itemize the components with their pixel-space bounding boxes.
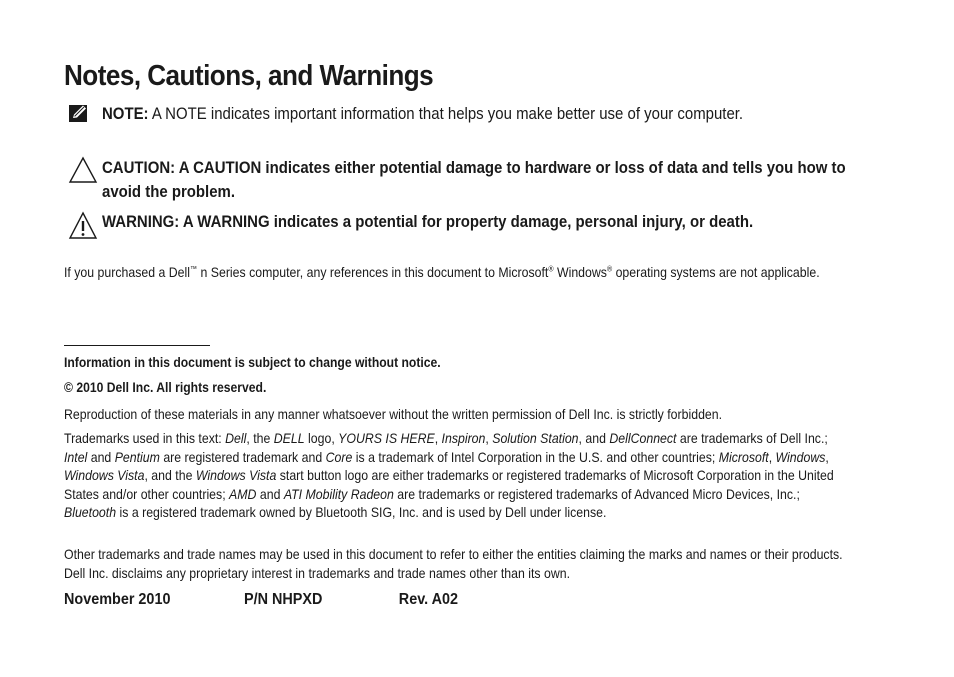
caution-text: CAUTION: A CAUTION indicates either potential damage to hardware or loss of data and tells you how to avoid the problem. xyxy=(102,158,846,201)
trademark-name: Windows Vista xyxy=(195,467,277,483)
info-change-notice: Information in this document is subject to change without notice. xyxy=(64,355,441,370)
trademark-text: are trademarks of Dell Inc.; xyxy=(676,430,828,446)
trademark-text: , xyxy=(485,430,493,446)
caution-block xyxy=(64,156,864,204)
trademark-text: , xyxy=(434,430,442,446)
trademark-name: Solution Station xyxy=(492,430,579,446)
series-note-part: If you purchased a Dell xyxy=(64,264,191,280)
series-note xyxy=(64,263,856,282)
reproduction-notice: Reproduction of these materials in any manner whatsoever without the written permission of Dell Inc. is strictly forbidden. xyxy=(64,406,723,422)
trademark-name: Windows xyxy=(775,448,826,465)
trademark-name: AMD xyxy=(229,485,257,502)
series-note-part: n Series computer, any references in this document to Microsoft xyxy=(197,264,549,280)
note-body: A NOTE indicates important information that helps you make better use of your computer. xyxy=(148,104,744,123)
note-text xyxy=(102,102,876,126)
document-footer xyxy=(64,591,458,609)
note-block xyxy=(64,102,864,126)
publication-date: November 2010 xyxy=(64,591,171,608)
trademark-text: are trademarks or registered trademarks of Advanced Micro Devices, Inc.; xyxy=(393,485,800,502)
page-title: Notes, Cautions, and Warnings xyxy=(64,60,434,92)
trademark-text: and xyxy=(256,485,284,502)
series-note-part: Windows xyxy=(553,264,607,280)
series-note-part: operating systems are not applicable. xyxy=(612,264,820,280)
trademark-name: Core xyxy=(325,448,353,465)
trademark-text: , and xyxy=(578,430,610,446)
note-label: NOTE: xyxy=(102,104,149,123)
trademark-text: , the xyxy=(246,430,274,446)
trademark-name: Dell xyxy=(225,430,247,446)
other-trademarks-paragraph: Other trademarks and trade names may be used in this document to refer to either the entities claiming the marks and names or their products. Dell Inc. disclaims any proprietary interest in trademarks and trade names other than its own. xyxy=(64,546,843,581)
warning-text: WARNING: A WARNING indicates a potential for property damage, personal injury, or death. xyxy=(102,212,754,231)
trademark-text: , and the xyxy=(144,467,196,483)
trademark-text: logo, xyxy=(304,430,339,446)
trademark-text: start button logo are either trademarks or registered trademarks of Microsoft Corporation in the United States and/or other countries; xyxy=(64,467,834,502)
trademark-text: , xyxy=(825,448,829,465)
trademark-symbol: ™ xyxy=(190,264,198,274)
revision: Rev. A02 xyxy=(398,591,459,608)
trademarks-paragraph xyxy=(64,429,838,522)
trademark-name: YOURS IS HERE xyxy=(338,430,435,446)
trademark-name: ATI Mobility Radeon xyxy=(283,485,394,502)
registered-symbol: ® xyxy=(606,264,613,274)
note-pencil-icon xyxy=(68,102,90,129)
warning-block xyxy=(64,210,864,234)
warning-triangle-icon xyxy=(68,210,98,245)
caution-triangle-icon xyxy=(68,156,98,189)
trademark-name: Inspiron xyxy=(441,430,486,446)
trademark-name: Bluetooth xyxy=(64,504,117,520)
trademark-name: Microsoft xyxy=(718,448,769,465)
trademark-text: and xyxy=(87,448,115,465)
trademark-name: DellConnect xyxy=(609,430,677,446)
trademark-text: is a registered trademark owned by Bluetooth SIG, Inc. and is used by Dell under license. xyxy=(116,504,607,520)
registered-symbol: ® xyxy=(548,264,554,274)
copyright-notice: © 2010 Dell Inc. All rights reserved. xyxy=(64,380,267,395)
trademark-name: DELL xyxy=(273,430,305,446)
trademark-text: , xyxy=(768,448,776,465)
part-number: P/N NHPXD xyxy=(244,591,323,608)
trademark-text: is a trademark of Intel Corporation in the U.S. and other countries; xyxy=(352,448,719,465)
trademark-name: Windows Vista xyxy=(64,467,145,483)
trademark-name: Intel xyxy=(64,448,88,465)
trademark-text: Trademarks used in this text: xyxy=(64,430,226,446)
trademark-name: Pentium xyxy=(114,448,160,465)
trademark-text: are registered trademark and xyxy=(159,448,326,465)
divider xyxy=(64,345,210,346)
